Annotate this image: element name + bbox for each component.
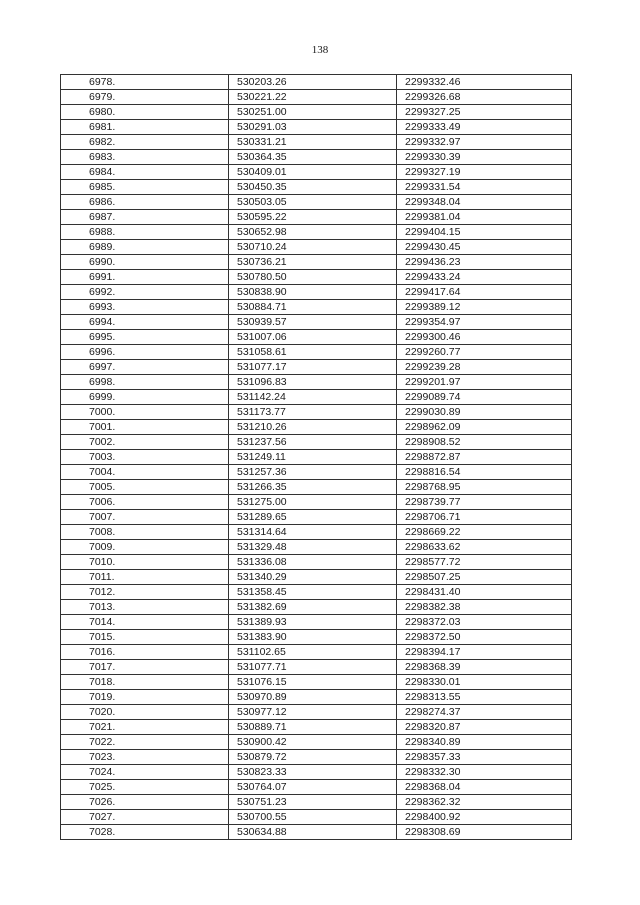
x-coordinate-cell: 531266.35 (229, 480, 397, 495)
table-row (61, 90, 572, 105)
point-number-cell: 6982. (61, 135, 229, 150)
point-number-cell: 7009. (61, 540, 229, 555)
y-coordinate-cell: 2299381.04 (397, 210, 572, 225)
x-coordinate-cell: 531329.48 (229, 540, 397, 555)
y-coordinate-cell: 2298768.95 (397, 480, 572, 495)
table-row (61, 750, 572, 765)
table-row (61, 180, 572, 195)
point-number-cell: 6994. (61, 315, 229, 330)
y-coordinate-cell: 2299327.19 (397, 165, 572, 180)
point-number-cell: 7010. (61, 555, 229, 570)
y-coordinate-cell: 2299389.12 (397, 300, 572, 315)
table-row (61, 405, 572, 420)
x-coordinate-cell: 530970.89 (229, 690, 397, 705)
x-coordinate-cell: 530221.22 (229, 90, 397, 105)
table-row (61, 270, 572, 285)
table-row (61, 135, 572, 150)
x-coordinate-cell: 531077.17 (229, 360, 397, 375)
page-number: 138 (311, 44, 329, 56)
y-coordinate-cell: 2298431.40 (397, 585, 572, 600)
y-coordinate-cell: 2298308.69 (397, 825, 572, 840)
y-coordinate-cell: 2298382.38 (397, 600, 572, 615)
x-coordinate-cell: 530251.00 (229, 105, 397, 120)
table-row (61, 255, 572, 270)
table-row (61, 420, 572, 435)
table-row (61, 360, 572, 375)
x-coordinate-cell: 530700.55 (229, 810, 397, 825)
point-number-cell: 7002. (61, 435, 229, 450)
point-number-cell: 7008. (61, 525, 229, 540)
x-coordinate-cell: 531077.71 (229, 660, 397, 675)
y-coordinate-cell: 2299333.49 (397, 120, 572, 135)
x-coordinate-cell: 531389.93 (229, 615, 397, 630)
y-coordinate-cell: 2298577.72 (397, 555, 572, 570)
table-row (61, 765, 572, 780)
point-number-cell: 7011. (61, 570, 229, 585)
x-coordinate-cell: 531257.36 (229, 465, 397, 480)
table-row (61, 780, 572, 795)
table-row (61, 630, 572, 645)
y-coordinate-cell: 2298372.03 (397, 615, 572, 630)
y-coordinate-cell: 2298706.71 (397, 510, 572, 525)
x-coordinate-cell: 530409.01 (229, 165, 397, 180)
y-coordinate-cell: 2299436.23 (397, 255, 572, 270)
y-coordinate-cell: 2299300.46 (397, 330, 572, 345)
table-row (61, 195, 572, 210)
x-coordinate-cell: 530889.71 (229, 720, 397, 735)
table-row (61, 585, 572, 600)
point-number-cell: 7003. (61, 450, 229, 465)
y-coordinate-cell: 2299326.68 (397, 90, 572, 105)
point-number-cell: 6986. (61, 195, 229, 210)
table-row (61, 540, 572, 555)
y-coordinate-cell: 2299332.97 (397, 135, 572, 150)
x-coordinate-cell: 531096.83 (229, 375, 397, 390)
table-row (61, 480, 572, 495)
x-coordinate-cell: 530751.23 (229, 795, 397, 810)
point-number-cell: 7012. (61, 585, 229, 600)
x-coordinate-cell: 530203.26 (229, 75, 397, 90)
table-row (61, 810, 572, 825)
y-coordinate-cell: 2299404.15 (397, 225, 572, 240)
x-coordinate-cell: 530939.57 (229, 315, 397, 330)
table-row (61, 645, 572, 660)
table-row (61, 615, 572, 630)
table-row (61, 570, 572, 585)
x-coordinate-cell: 531340.29 (229, 570, 397, 585)
y-coordinate-cell: 2298372.50 (397, 630, 572, 645)
y-coordinate-cell: 2299433.24 (397, 270, 572, 285)
y-coordinate-cell: 2298357.33 (397, 750, 572, 765)
point-number-cell: 6980. (61, 105, 229, 120)
y-coordinate-cell: 2299348.04 (397, 195, 572, 210)
point-number-cell: 6988. (61, 225, 229, 240)
y-coordinate-cell: 2298962.09 (397, 420, 572, 435)
point-number-cell: 6996. (61, 345, 229, 360)
y-coordinate-cell: 2298368.39 (397, 660, 572, 675)
table-row (61, 555, 572, 570)
x-coordinate-cell: 531358.45 (229, 585, 397, 600)
y-coordinate-cell: 2298394.17 (397, 645, 572, 660)
table-row (61, 705, 572, 720)
table-row (61, 465, 572, 480)
y-coordinate-cell: 2299331.54 (397, 180, 572, 195)
table-row (61, 75, 572, 90)
table-row (61, 450, 572, 465)
point-number-cell: 7016. (61, 645, 229, 660)
x-coordinate-cell: 530736.21 (229, 255, 397, 270)
point-number-cell: 7019. (61, 690, 229, 705)
x-coordinate-cell: 531249.11 (229, 450, 397, 465)
table-row (61, 600, 572, 615)
y-coordinate-cell: 2298507.25 (397, 570, 572, 585)
point-number-cell: 6990. (61, 255, 229, 270)
y-coordinate-cell: 2299330.39 (397, 150, 572, 165)
x-coordinate-cell: 531142.24 (229, 390, 397, 405)
point-number-cell: 7022. (61, 735, 229, 750)
y-coordinate-cell: 2299430.45 (397, 240, 572, 255)
point-number-cell: 7020. (61, 705, 229, 720)
y-coordinate-cell: 2299417.64 (397, 285, 572, 300)
point-number-cell: 7005. (61, 480, 229, 495)
table-row (61, 525, 572, 540)
table-row (61, 675, 572, 690)
y-coordinate-cell: 2299327.25 (397, 105, 572, 120)
x-coordinate-cell: 531173.77 (229, 405, 397, 420)
table-row (61, 300, 572, 315)
y-coordinate-cell: 2298908.52 (397, 435, 572, 450)
x-coordinate-cell: 530331.21 (229, 135, 397, 150)
table-row (61, 495, 572, 510)
x-coordinate-cell: 530595.22 (229, 210, 397, 225)
point-number-cell: 7007. (61, 510, 229, 525)
point-number-cell: 6998. (61, 375, 229, 390)
table-row (61, 660, 572, 675)
y-coordinate-cell: 2298739.77 (397, 495, 572, 510)
point-number-cell: 6995. (61, 330, 229, 345)
point-number-cell: 7013. (61, 600, 229, 615)
point-number-cell: 7021. (61, 720, 229, 735)
point-number-cell: 7025. (61, 780, 229, 795)
point-number-cell: 6993. (61, 300, 229, 315)
point-number-cell: 6991. (61, 270, 229, 285)
point-number-cell: 7023. (61, 750, 229, 765)
y-coordinate-cell: 2298669.22 (397, 525, 572, 540)
y-coordinate-cell: 2299260.77 (397, 345, 572, 360)
x-coordinate-cell: 531076.15 (229, 675, 397, 690)
x-coordinate-cell: 530503.05 (229, 195, 397, 210)
x-coordinate-cell: 530884.71 (229, 300, 397, 315)
point-number-cell: 7018. (61, 675, 229, 690)
table-row (61, 210, 572, 225)
y-coordinate-cell: 2298633.62 (397, 540, 572, 555)
point-number-cell: 7028. (61, 825, 229, 840)
table-row (61, 240, 572, 255)
x-coordinate-cell: 530780.50 (229, 270, 397, 285)
x-coordinate-cell: 530900.42 (229, 735, 397, 750)
point-number-cell: 7027. (61, 810, 229, 825)
table-row (61, 165, 572, 180)
x-coordinate-cell: 530364.35 (229, 150, 397, 165)
x-coordinate-cell: 530838.90 (229, 285, 397, 300)
x-coordinate-cell: 531102.65 (229, 645, 397, 660)
table-row (61, 510, 572, 525)
point-number-cell: 6979. (61, 90, 229, 105)
table-row (61, 795, 572, 810)
point-number-cell: 6983. (61, 150, 229, 165)
point-number-cell: 6981. (61, 120, 229, 135)
y-coordinate-cell: 2299354.97 (397, 315, 572, 330)
point-number-cell: 6985. (61, 180, 229, 195)
x-coordinate-cell: 530291.03 (229, 120, 397, 135)
y-coordinate-cell: 2298362.32 (397, 795, 572, 810)
x-coordinate-cell: 531058.61 (229, 345, 397, 360)
x-coordinate-cell: 531237.56 (229, 435, 397, 450)
y-coordinate-cell: 2298330.01 (397, 675, 572, 690)
table-row (61, 120, 572, 135)
table-row (61, 330, 572, 345)
x-coordinate-cell: 530879.72 (229, 750, 397, 765)
x-coordinate-cell: 531382.69 (229, 600, 397, 615)
point-number-cell: 7004. (61, 465, 229, 480)
point-number-cell: 7006. (61, 495, 229, 510)
point-number-cell: 7000. (61, 405, 229, 420)
table-row (61, 225, 572, 240)
point-number-cell: 6992. (61, 285, 229, 300)
table-row (61, 825, 572, 840)
table-row (61, 315, 572, 330)
table-row (61, 375, 572, 390)
y-coordinate-cell: 2298274.37 (397, 705, 572, 720)
point-number-cell: 6984. (61, 165, 229, 180)
y-coordinate-cell: 2298368.04 (397, 780, 572, 795)
point-number-cell: 7017. (61, 660, 229, 675)
y-coordinate-cell: 2298332.30 (397, 765, 572, 780)
point-number-cell: 7024. (61, 765, 229, 780)
x-coordinate-cell: 530977.12 (229, 705, 397, 720)
x-coordinate-cell: 530764.07 (229, 780, 397, 795)
point-number-cell: 7001. (61, 420, 229, 435)
table-row (61, 345, 572, 360)
y-coordinate-cell: 2298816.54 (397, 465, 572, 480)
table-row (61, 150, 572, 165)
table-row (61, 435, 572, 450)
table-row (61, 720, 572, 735)
coordinates-table (60, 74, 572, 840)
point-number-cell: 6997. (61, 360, 229, 375)
point-number-cell: 6999. (61, 390, 229, 405)
y-coordinate-cell: 2299201.97 (397, 375, 572, 390)
y-coordinate-cell: 2298313.55 (397, 690, 572, 705)
y-coordinate-cell: 2299239.28 (397, 360, 572, 375)
point-number-cell: 6978. (61, 75, 229, 90)
x-coordinate-cell: 531314.64 (229, 525, 397, 540)
point-number-cell: 7014. (61, 615, 229, 630)
x-coordinate-cell: 531336.08 (229, 555, 397, 570)
table-row (61, 690, 572, 705)
y-coordinate-cell: 2298872.87 (397, 450, 572, 465)
y-coordinate-cell: 2298340.89 (397, 735, 572, 750)
x-coordinate-cell: 530710.24 (229, 240, 397, 255)
y-coordinate-cell: 2298400.92 (397, 810, 572, 825)
x-coordinate-cell: 531275.00 (229, 495, 397, 510)
y-coordinate-cell: 2298320.87 (397, 720, 572, 735)
x-coordinate-cell: 530634.88 (229, 825, 397, 840)
table-row (61, 285, 572, 300)
table-row (61, 390, 572, 405)
x-coordinate-cell: 531289.65 (229, 510, 397, 525)
table-row (61, 735, 572, 750)
point-number-cell: 6987. (61, 210, 229, 225)
x-coordinate-cell: 531210.26 (229, 420, 397, 435)
x-coordinate-cell: 530450.35 (229, 180, 397, 195)
point-number-cell: 7026. (61, 795, 229, 810)
point-number-cell: 6989. (61, 240, 229, 255)
point-number-cell: 7015. (61, 630, 229, 645)
coordinates-table-body (61, 75, 572, 840)
x-coordinate-cell: 531383.90 (229, 630, 397, 645)
x-coordinate-cell: 531007.06 (229, 330, 397, 345)
table-row (61, 105, 572, 120)
x-coordinate-cell: 530652.98 (229, 225, 397, 240)
y-coordinate-cell: 2299030.89 (397, 405, 572, 420)
y-coordinate-cell: 2299332.46 (397, 75, 572, 90)
y-coordinate-cell: 2299089.74 (397, 390, 572, 405)
x-coordinate-cell: 530823.33 (229, 765, 397, 780)
